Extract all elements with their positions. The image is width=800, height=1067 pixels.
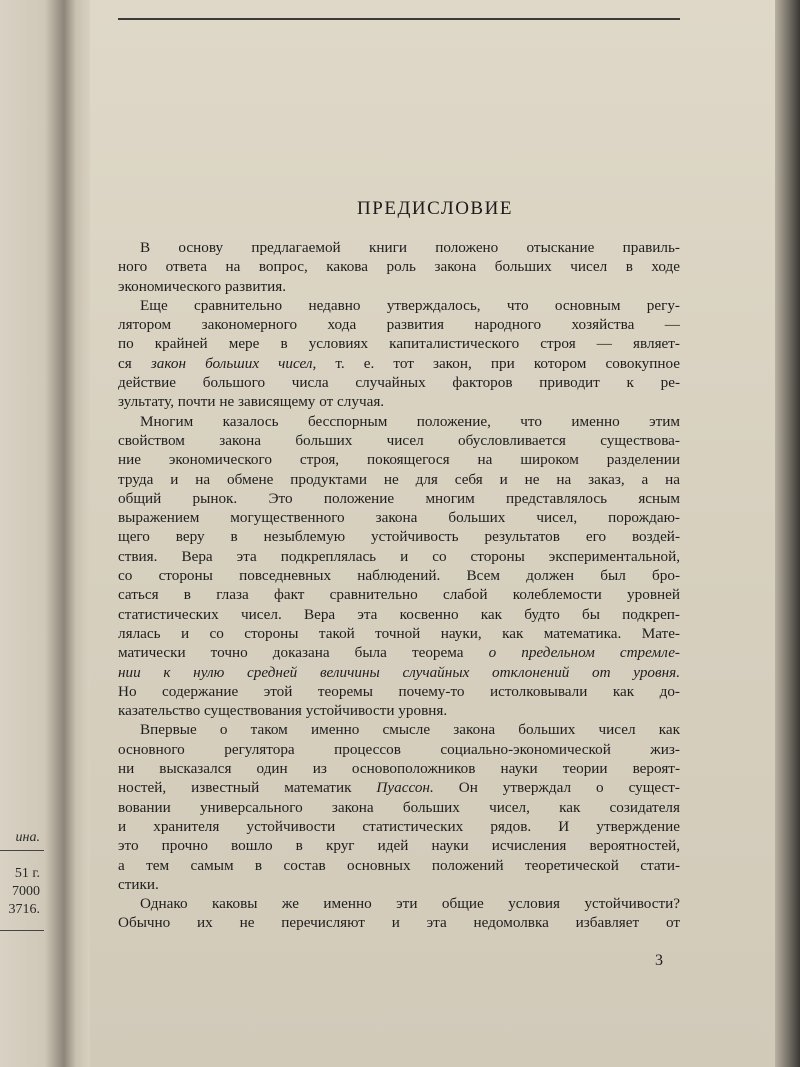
text-line: ного ответа на вопрос, какова роль закона больших чисел в ходе xyxy=(118,258,680,276)
text-line: стики. xyxy=(118,875,159,893)
divider xyxy=(0,850,44,851)
left-page-fragment: 51 г. xyxy=(14,866,40,881)
text-line: Еще сравнительно недавно утверждалось, что основным регу- xyxy=(140,296,680,314)
emphasis-term: нии к нулю средней величины случайных отклонений от уровня. xyxy=(118,663,680,681)
text-line: казательство существования устойчивости уровня. xyxy=(118,702,448,720)
text-line: ни высказался один из основоположников науки теории вероят- xyxy=(118,760,680,778)
text-line: Однако каковы же именно эти общие условия устойчивости? xyxy=(140,895,680,913)
text-line: вовании универсального закона больших чисел, как созидателя xyxy=(118,798,680,816)
text-line: Впервые о таком именно смысле закона больших чисел как xyxy=(140,721,680,739)
page-number: 3 xyxy=(655,952,663,969)
text-line: щего веру в незыблемую устойчивость результатов его воздей- xyxy=(118,528,680,546)
text-line: основного регулятора процессов социально-экономической жиз- xyxy=(118,740,680,758)
text-line: свойством закона больших чисел обусловливается существова- xyxy=(118,431,680,449)
text-line: а тем самым в состав основных положений теоретической стати- xyxy=(118,856,680,874)
text-line: В основу предлагаемой книги положено отыскание правиль- xyxy=(140,239,680,256)
left-page xyxy=(0,0,64,1067)
text-line: ствия. Вера эта подкреплялась и со стороны экспериментальной, xyxy=(118,547,680,565)
text-run: ся xyxy=(118,354,151,372)
text-run: Он утверждал о сущест- xyxy=(433,779,680,797)
left-page-fragment: 3716. xyxy=(8,902,40,917)
text-line: Но содержание этой теоремы почему-то истолковывали как до- xyxy=(118,682,680,700)
text-line: саться в глаза факт сравнительно слабой колеблемости уровней xyxy=(118,586,680,604)
emphasis-term: Пуассон. xyxy=(376,779,434,797)
divider xyxy=(0,930,44,931)
text-line: Многим казалось бесспорным положение, что именно этим xyxy=(140,412,680,430)
text-line xyxy=(118,663,680,682)
text-run: ностей, известный математик xyxy=(118,779,377,797)
text-line: со стороны повседневных наблюдений. Всем должен был бро- xyxy=(118,567,680,585)
text-line: статистических чисел. Вера эта косвенно как будто бы подкреп- xyxy=(118,605,680,623)
emphasis-term: о предельном стремле- xyxy=(488,644,680,662)
text-line xyxy=(118,643,680,662)
emphasis-term: закон больших чисел xyxy=(150,354,313,372)
text-line: лятором закономерного хода развития народного хозяйства — xyxy=(118,316,680,334)
page-title: ПРЕДИСЛОВИЕ xyxy=(357,198,513,219)
text-run: матически точно доказана была теорема xyxy=(118,644,489,662)
left-page-fragment: ина. xyxy=(15,830,40,845)
page-edge xyxy=(775,0,800,1067)
text-line: это прочно вошло в круг идей науки исчисления вероятностей, xyxy=(118,837,680,855)
text-line: зультату, почти не зависящему от случая. xyxy=(118,393,385,411)
text-line: ние экономического строя, покоящегося на широком разделении xyxy=(118,451,680,469)
text-line: по крайней мере в условиях капиталистического строя — являет- xyxy=(118,335,680,353)
text-line xyxy=(118,778,680,797)
top-rule xyxy=(118,18,680,20)
body-text xyxy=(118,238,680,933)
text-line xyxy=(118,354,680,373)
text-line: лялась и со стороны такой точной науки, как математика. Мате- xyxy=(118,624,680,642)
text-line: труда и на обмене продуктами не для себя и не на заказ, а на xyxy=(118,470,680,488)
text-line: Обычно их не перечисляют и эта недомолвка избавляет от xyxy=(118,914,680,932)
text-line: экономического развития. xyxy=(118,277,287,295)
text-line: и хранителя устойчивости статистических рядов. И утверждение xyxy=(118,817,680,835)
text-line: действие большого числа случайных факторов приводит к ре- xyxy=(118,374,680,392)
text-run: , т. е. тот закон, при котором совокупное xyxy=(312,354,680,372)
text-line: выражением могущественного закона больших чисел, порождаю- xyxy=(118,509,680,527)
text-line: общий рынок. Это положение многим представлялось ясным xyxy=(118,489,680,507)
left-page-fragment: 7000 xyxy=(12,884,40,899)
